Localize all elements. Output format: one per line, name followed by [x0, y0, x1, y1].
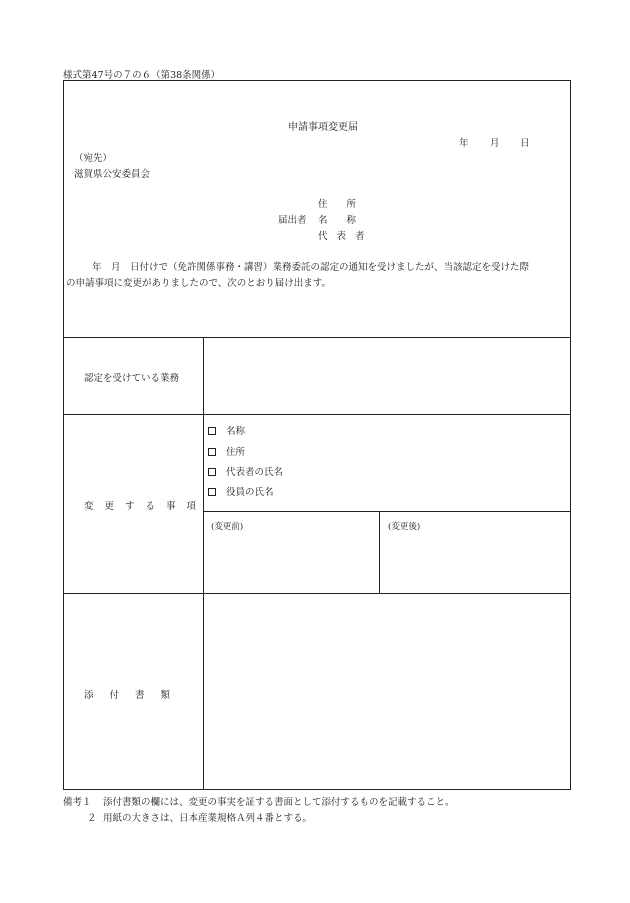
before-label: (変更前) [211, 522, 244, 532]
note2: 用紙の大きさは、日本産業規格Ａ列４番とする。 [103, 813, 313, 824]
option-representative-label: 代表者の氏名 [226, 467, 284, 478]
applicant-address-label: 住 所 [318, 199, 357, 210]
note2-prefix: ２ [87, 813, 97, 824]
checkbox-icon[interactable] [208, 468, 216, 476]
date-day: 日 [520, 138, 530, 149]
form-title: 申請事項変更届 [288, 122, 358, 133]
date-year: 年 [459, 138, 469, 149]
option-name-label: 名称 [226, 426, 246, 437]
applicant-representative-label: 代 表 者 [318, 231, 368, 242]
body-text-line1: 年 月 日付けで（免許関係事務・講習）業務委託の認定の通知を受けましたが、当該認定を受けた際 [92, 262, 530, 273]
attachments-field[interactable] [204, 594, 570, 789]
business-label: 認定を受けている業務 [84, 373, 180, 384]
addressee-prefix: （宛先） [74, 153, 113, 164]
change-label: 変更する事項 [84, 501, 208, 512]
business-field[interactable] [204, 338, 570, 413]
note1-prefix: 備考１ [63, 797, 92, 808]
divider-business [63, 414, 571, 415]
body-text-line2: の申請事項に変更がありましたので、次のとおり届け出ます。 [66, 278, 332, 289]
applicant-label: 届出者 [278, 215, 307, 226]
before-field[interactable] [204, 533, 378, 592]
addressee-name: 滋賀県公安委員会 [74, 169, 151, 180]
option-address-label: 住所 [226, 447, 246, 458]
divider-options [203, 511, 571, 512]
after-label: (変更後) [388, 522, 421, 532]
form-number: 様式第47号の７の６（第38条関係） [63, 70, 221, 81]
applicant-name-label: 名 称 [318, 215, 357, 226]
attachments-label: 添付書類 [84, 690, 187, 701]
note1: 添付書類の欄には、変更の事実を証する書面として添付するものを記載すること。 [103, 797, 455, 808]
checkbox-icon[interactable] [208, 488, 216, 496]
after-field[interactable] [380, 533, 570, 592]
option-name[interactable] [208, 423, 245, 437]
option-officers-label: 役員の氏名 [226, 487, 274, 498]
date-month: 月 [490, 138, 500, 149]
option-officers[interactable] [208, 484, 274, 498]
option-representative[interactable] [208, 464, 283, 478]
checkbox-icon[interactable] [208, 427, 216, 435]
option-address[interactable] [208, 444, 245, 458]
checkbox-icon[interactable] [208, 448, 216, 456]
